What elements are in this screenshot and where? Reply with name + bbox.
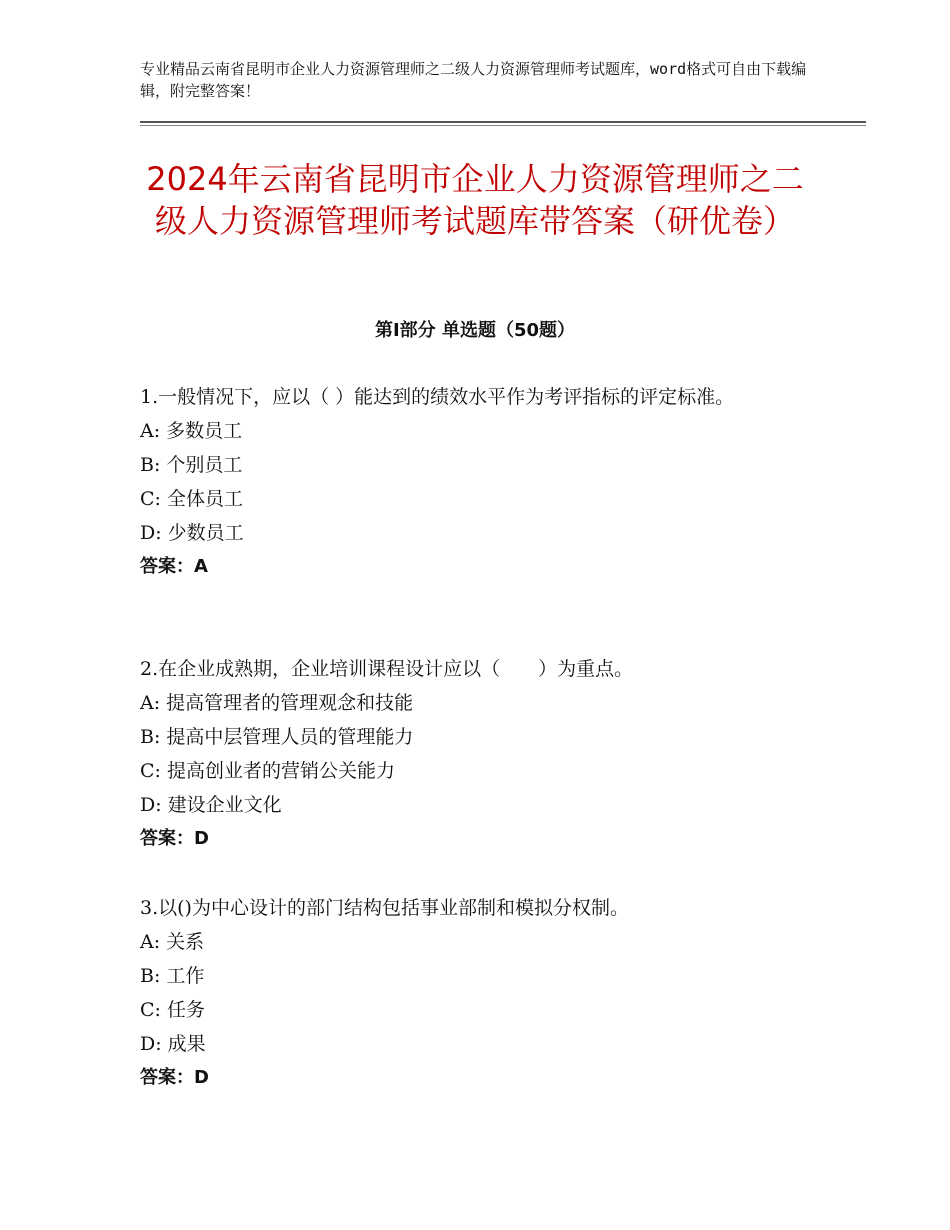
question-3 [140,891,820,1095]
header-note: 专业精品云南省昆明市企业人力资源管理师之二级人力资源管理师考试题库，word格式可自由下载编辑，附完整答案！ [140,60,807,100]
question-stem: 2.在企业成熟期，企业培训课程设计应以（ ）为重点。 [140,658,634,680]
option-d: D: 少数员工 [140,522,244,544]
option-d: D: 建设企业文化 [140,794,282,816]
option-b: B: 工作 [140,965,205,987]
option-c: C: 任务 [140,999,205,1021]
option-c: C: 提高创业者的营销公关能力 [140,760,395,782]
document-title: 2024年云南省昆明市企业人力资源管理师之二级人力资源管理师考试题库带答案（研优卷） [146,160,804,240]
question-2 [140,652,820,856]
answer: 答案：A [140,556,208,577]
option-a: A: 多数员工 [140,420,243,442]
question-1 [140,380,820,584]
section-title: 第Ⅰ部分 单选题（50题） [374,320,575,341]
answer: 答案：D [140,1067,209,1088]
option-c: C: 全体员工 [140,488,243,510]
option-b: B: 提高中层管理人员的管理能力 [140,726,414,748]
option-a: A: 提高管理者的管理观念和技能 [140,692,414,714]
option-d: D: 成果 [140,1033,206,1055]
header-rule-thin [140,125,866,126]
option-a: A: 关系 [140,931,205,953]
header-rule [140,121,866,123]
question-stem: 3.以()为中心设计的部门结构包括事业部制和模拟分权制。 [140,897,629,919]
answer: 答案：D [140,828,209,849]
question-stem: 1.一般情况下，应以（ ）能达到的绩效水平作为考评指标的评定标准。 [140,386,735,408]
option-b: B: 个别员工 [140,454,243,476]
